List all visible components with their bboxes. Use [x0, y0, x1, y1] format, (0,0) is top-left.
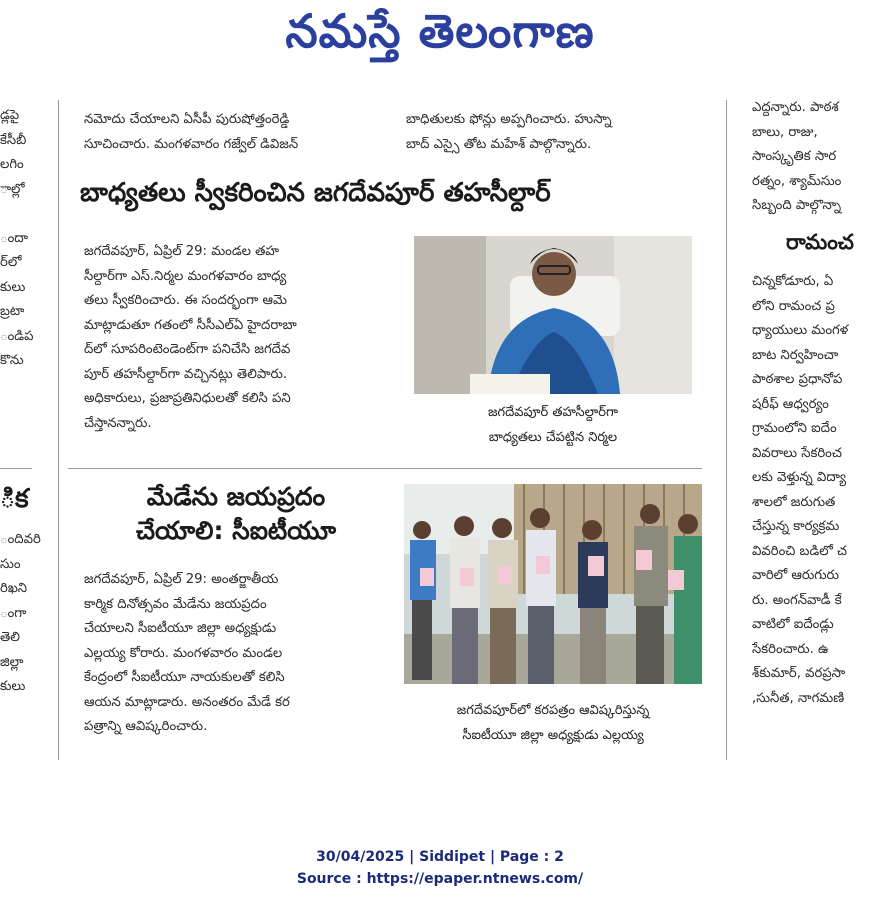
text-line: లగిం — [0, 157, 24, 172]
text-line: ందా — [0, 230, 29, 246]
left-column-bottom — [0, 528, 54, 700]
text-line: శ్‌కుమార్, వరప్రసా — [752, 666, 846, 681]
text-line: రు. అంగన్‌వాడీ కే — [752, 592, 842, 608]
text-line: బాలు, రాజు, — [752, 124, 818, 140]
text-line: కొను — [0, 353, 24, 368]
text-line: జగదేవపూర్, ఏప్రిల్ 29: అంతర్జాతీయ — [84, 572, 279, 587]
left-column-headline: ిక — [0, 484, 29, 514]
text-line: బాధితులకు ఫోన్లు అప్పగించారు. హుస్నా — [406, 112, 612, 127]
text-line: ంగా — [0, 605, 27, 621]
text-line: పత్రాన్ని ఆవిష్కరించారు. — [84, 719, 208, 734]
article2-caption — [404, 698, 702, 748]
text-line: కేంద్రంలో సీఐటీయూ నాయకులతో కలిసి — [84, 670, 285, 685]
tahsildar-photo — [414, 236, 692, 394]
caption-line: సీఐటీయూ జిల్లా అధ్యక్షుడు ఎల్లయ్య — [462, 728, 644, 743]
left-column-top — [0, 104, 54, 374]
text-line: షరీఫ్ ఆధ్వర్యం — [752, 396, 829, 412]
article1-headline: బాధ్యతలు స్వీకరించిన జగదేవపూర్ తహసీల్దార్ — [80, 178, 551, 208]
caption-line: బాధ్యతలు చేపట్టిన నిర్మల — [488, 430, 618, 445]
text-line: సీల్దార్‌గా ఎస్.నిర్మల మంగళవారం బాధ్య — [84, 268, 287, 284]
text-line: ర్‌లో — [0, 255, 22, 270]
page-footer — [0, 846, 880, 890]
text-line: వాటిలో ఐదేండ్లు — [752, 617, 834, 632]
text-line: వారిలో ఆరుగురు — [752, 568, 839, 583]
article2-body — [84, 568, 396, 740]
footer-source: Source : https://epaper.ntnews.com/ — [296, 871, 584, 887]
right-column-bottom — [752, 270, 880, 711]
text-line: తెలి — [0, 630, 20, 645]
text-line: చేయాలని సీఐటీయూ జిల్లా అధ్యక్షుడు — [84, 621, 277, 636]
text-line: గ్రామంలోని ఐదేం — [752, 421, 837, 436]
caption-line: జగదేవపూర్ తహసీల్దార్‌గా — [488, 405, 618, 420]
text-line: ,సునీత, నాగమణి — [752, 690, 845, 706]
text-line: సేకరించారు. ఉ — [752, 641, 829, 657]
top-strip-right — [406, 108, 706, 157]
text-line: కులు — [0, 279, 26, 295]
text-line: సాంస్కృతిక సార — [752, 149, 837, 164]
text-line: ధ్యాయులు మంగళ — [752, 323, 849, 338]
text-line: ఆయన మాట్లాడారు. అనంతరం మేడే కర — [84, 694, 290, 710]
newspaper-title: నమస్తే తెలంగాణ — [285, 4, 595, 58]
right-column-top — [752, 96, 880, 219]
text-line: జిల్లా — [0, 654, 24, 670]
text-line: చిన్నకోడూరు, ఏ — [752, 274, 834, 289]
text-line: సూచించారు. మంగళవారం గజ్వేల్ డివిజన్ — [84, 136, 299, 152]
text-line: తలు స్వీకరించారు. ఈ సందర్భంగా ఆమె — [84, 293, 287, 308]
text-line: ద్‌లో సూపరింటెండెంట్‌గా పనిచేసి జగదేవ — [84, 342, 291, 357]
column-divider-right — [726, 100, 727, 760]
text-line: నమోదు చేయాలని ఏసీపీ పురుషోత్తంరెడ్డి — [84, 112, 290, 127]
text-line: కేసీబీ — [0, 132, 27, 148]
text-line: బాట నిర్వహించా — [752, 347, 839, 363]
right-column-headline: రామంచ — [786, 230, 854, 254]
text-line: సుం — [0, 556, 21, 572]
text-line: కులు — [0, 679, 26, 694]
text-line: పాఠశాల ప్రధానోప — [752, 372, 843, 387]
text-line: కార్మిక దినోత్సవం మేడేను జయప్రదం — [84, 596, 267, 612]
masthead — [0, 0, 880, 76]
text-line: మాట్లాడుతూ గతంలో సీసీఎల్ఏ హైదరాబా — [84, 317, 297, 333]
text-line: రత్నం, శ్యామ్‌సుం — [752, 173, 842, 189]
text-line: బ్రటా — [0, 304, 25, 319]
text-line: బాద్ ఎస్సై తోట మహేశ్ పాల్గొన్నారు. — [406, 136, 592, 152]
text-line: శాలలో జరుగుత — [752, 494, 836, 510]
text-line: ఎద్దన్నారు. పాఠశ — [752, 100, 839, 115]
text-line: ఎల్లయ్య కోరారు. మంగళవారం మండల — [84, 645, 283, 661]
headline-line: మేడేను జయప్రదం — [146, 482, 326, 511]
citu-group-photo — [404, 484, 702, 684]
text-line: అధికారులు, ప్రజాప్రతినిధులతో కలిసి పని — [84, 391, 291, 406]
caption-line: జగదేవపూర్‌లో కరపత్రం ఆవిష్కరిస్తున్న — [456, 703, 650, 718]
column-divider-left — [58, 100, 59, 760]
text-line: వివరించి బడిలో చ — [752, 543, 847, 559]
text-line: చేస్తున్న కార్యక్రమ — [752, 519, 840, 534]
headline-line: చేయాలి: సీఐటీయూ — [135, 516, 337, 545]
article1-caption — [414, 400, 692, 450]
footer-date-edition: 30/04/2025 | Siddipet | Page : 2 — [316, 849, 564, 865]
text-line — [0, 202, 54, 227]
text-line: చేస్తానన్నారు. — [84, 415, 152, 431]
text-line: లోని రామంచ ప్ర — [752, 298, 835, 314]
article1-body — [84, 240, 402, 436]
text-line: రిఖని — [0, 581, 28, 596]
article2-headline — [84, 480, 388, 548]
text-line: పూర్ తహసీల్దార్‌గా వచ్చినట్లు తెలిపారు. — [84, 366, 288, 382]
text-line: లకు వెళ్తున్న విద్యా — [752, 470, 846, 485]
text-line: ండిప — [0, 328, 34, 344]
text-line: ందివరి — [0, 532, 41, 547]
top-strip-left — [84, 108, 384, 157]
text-line: సిబ్బంది పాల్గొన్నా — [752, 198, 842, 213]
text-line: వివరాలు సేకరించ — [752, 445, 842, 461]
article-separator — [68, 468, 702, 469]
text-line: ాల్లో — [0, 181, 25, 197]
left-column-rule — [0, 468, 32, 469]
text-line: జగదేవపూర్, ఏప్రిల్ 29: మండల తహ — [84, 244, 280, 259]
text-line: డ్లపై — [0, 108, 20, 123]
